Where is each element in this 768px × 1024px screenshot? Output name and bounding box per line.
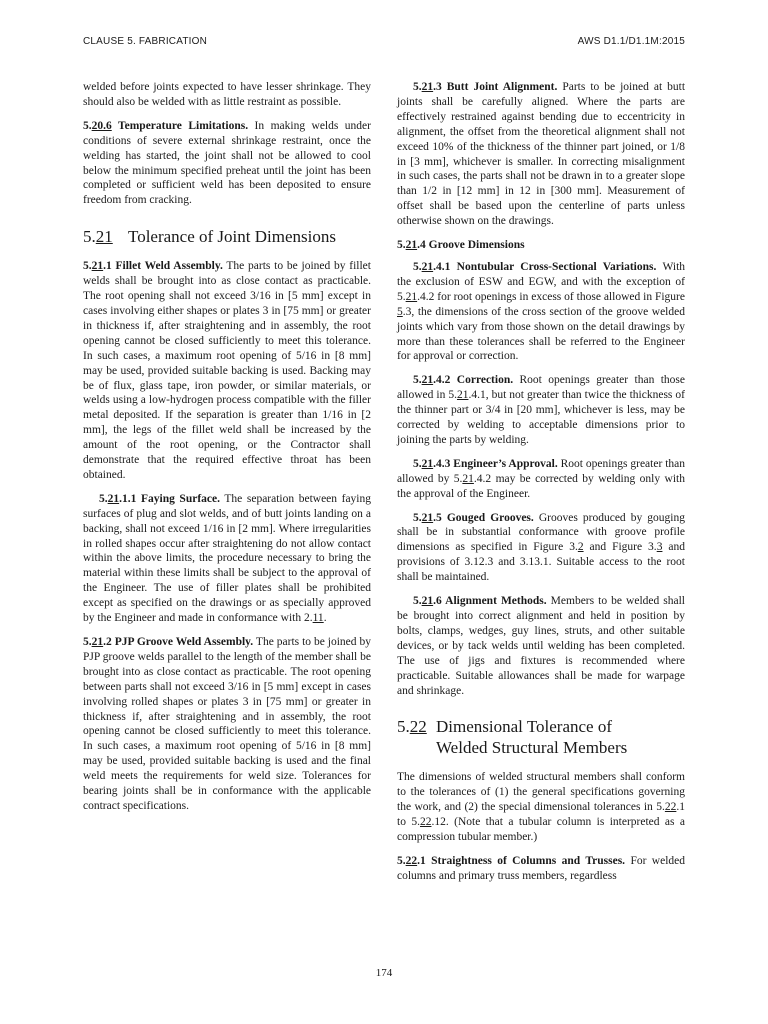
section-5-21-5: 5.21.5 Gouged Grooves. Grooves produced by gouging shall be in substantial conformance with groove profile dimensions as specified in Figure 3.2 and Figure 3.3 and provisions of 3.12.3 and 3.13.1. Suitable access to the root shall be maintained. [397, 511, 685, 584]
heading-5-22: 5.22 Dimensional Tolerance of Welded Structural Members [397, 717, 628, 758]
left-column [83, 80, 371, 823]
section-5-22-1: 5.22.1 Straightness of Columns and Trusses. For welded columns and primary truss members, regardless [397, 854, 685, 882]
section-5-21-2: 5.21.2 PJP Groove Weld Assembly. The parts to be joined by PJP groove welds parallel to the length of the member shall be brought into as close contact as practicable. The root opening between parts shall not exceed 3/16 in [5 mm] except in cases involving rolled shapes or plates 3 in [75 mm] or greater in thickness if, after straightening and in assembly, the root opening cannot be closed sufficiently to meet this tolerance. In such cases, a maximum root opening of 5/16 in [8 mm] may be used, provided suitable backing is used and the final weld meets the requirements for weld size. Tolerances for bearing joints shall be in conformance with the applicable contract specifications. [83, 636, 371, 812]
right-column [397, 80, 685, 893]
section-5-20-6: 5.20.6 Temperature Limitations. In making welds under conditions of severe external shrinkage restraint, once the welding has started, the joint shall not be allowed to cool below the minimum specified preheat until the joint has been completed or sufficient weld has been deposited to ensure freedom from cracking. [83, 119, 371, 207]
section-5-21-4-3: 5.21.4.3 Engineer’s Approval. Root openings greater than allowed by 5.21.4.2 may be corrected by welding only with the approval of the Engineer. [397, 457, 685, 500]
heading-5-21: 5.21 Tolerance of Joint Dimensions [83, 227, 336, 247]
section-5-21-4: 5.21.4 Groove Dimensions [397, 239, 525, 252]
running-header-clause: CLAUSE 5. FABRICATION [83, 36, 208, 47]
section-5-21-4-1: 5.21.4.1 Nontubular Cross-Sectional Variations. With the exclusion of ESW and EGW, and with the exception of 5.21.4.2 for root openings in excess of those allowed in Figure 5.3, the dimensions of the cross section of the groove welded joints which vary from those shown on the detail drawings by more than these tolerances shall be referred to the Engineer for approval or correction. [397, 260, 686, 363]
section-5-21-6: 5.21.6 Alignment Methods. Members to be welded shall be brought into correct alignment and held in position by bolts, clamps, wedges, guy lines, struts, and other suitable devices, or by tack welds until welding has been completed. The use of jigs and fixtures is recommended where practicable. Suitable allowances shall be made for warpage and shrinkage. [397, 595, 686, 697]
paragraph-continuation: welded before joints expected to have lesser shrinkage. They should also be welded with as little restraint as possible. [83, 81, 371, 108]
running-header-standard: AWS D1.1/D1.1M:2015 [577, 36, 685, 47]
section-5-21-1: 5.21.1 Fillet Weld Assembly. The parts to be joined by fillet welds shall be brought into as close contact as practicable. The root opening shall not exceed 3/16 in [5 mm] except in cases involving either shapes or plates 3 in [75 mm] or greater in thickness if, after straightening and in assembly, the root opening cannot be closed sufficiently to meet this tolerance. In such cases, a maximum root opening of 5/16 in [8 mm] may be used, provided suitable backing is used. Backing may be of flux, glass tape, iron powder, or similar materials, or welds using a low-hydrogen process compatible with the filler metal deposited. If the separation is greater than 1/16 in [2 mm], the legs of the fillet weld shall be increased by the amount of the root opening, or the Contractor shall demonstrate that the required effective throat has been obtained. [83, 260, 371, 481]
paragraph-5-22-intro: The dimensions of welded structural members shall conform to the tolerances of (1) the general specifications governing the work, and (2) the special dimensional tolerances in 5.22.1 to 5.22.12. (Note that a tubular column is interpreted as a compression tubular member.) [397, 771, 685, 844]
section-5-21-3: 5.21.3 Butt Joint Alignment. Parts to be joined at butt joints shall be carefully aligned. Where the parts are effectively restrained against bending due to eccentricity in alignment, the offset from the theoretical alignment shall not exceed 10% of the thickness of the thinner part joined, or 1/8 in [3 mm], whichever is smaller. In correcting misalignment in such cases, the parts shall not be drawn in to a greater slope than 1/2 in [12 mm] in 12 in [300 mm]. Measurement of offset shall be based upon the centerline of parts unless otherwise shown on the drawings. [397, 81, 686, 228]
page-number: 174 [375, 967, 393, 979]
section-5-21-1-1: 5.21.1.1 Faying Surface. The separation between faying surfaces of plug and slot welds, and of butt joints landing on a backing, shall not exceed 1/16 in [2 mm]. Where irregularities in rolled shapes occur after straightening do not allow contact within the above limits, the procedure necessary to bring the material within these limits shall be subject to the approval of the Engineer. The use of filler plates shall be prohibited except as specified on the drawings or as specially approved by the Engineer and made in conformance with 2.11. [83, 492, 371, 625]
section-5-21-4-2: 5.21.4.2 Correction. Root openings greater than those allowed in 5.21.4.1, but not greater than twice the thickness of the thinner part or 3/4 in [20 mm], whichever is less, may be corrected by welding to acceptable dimensions prior to joining the parts by welding. [397, 374, 685, 446]
